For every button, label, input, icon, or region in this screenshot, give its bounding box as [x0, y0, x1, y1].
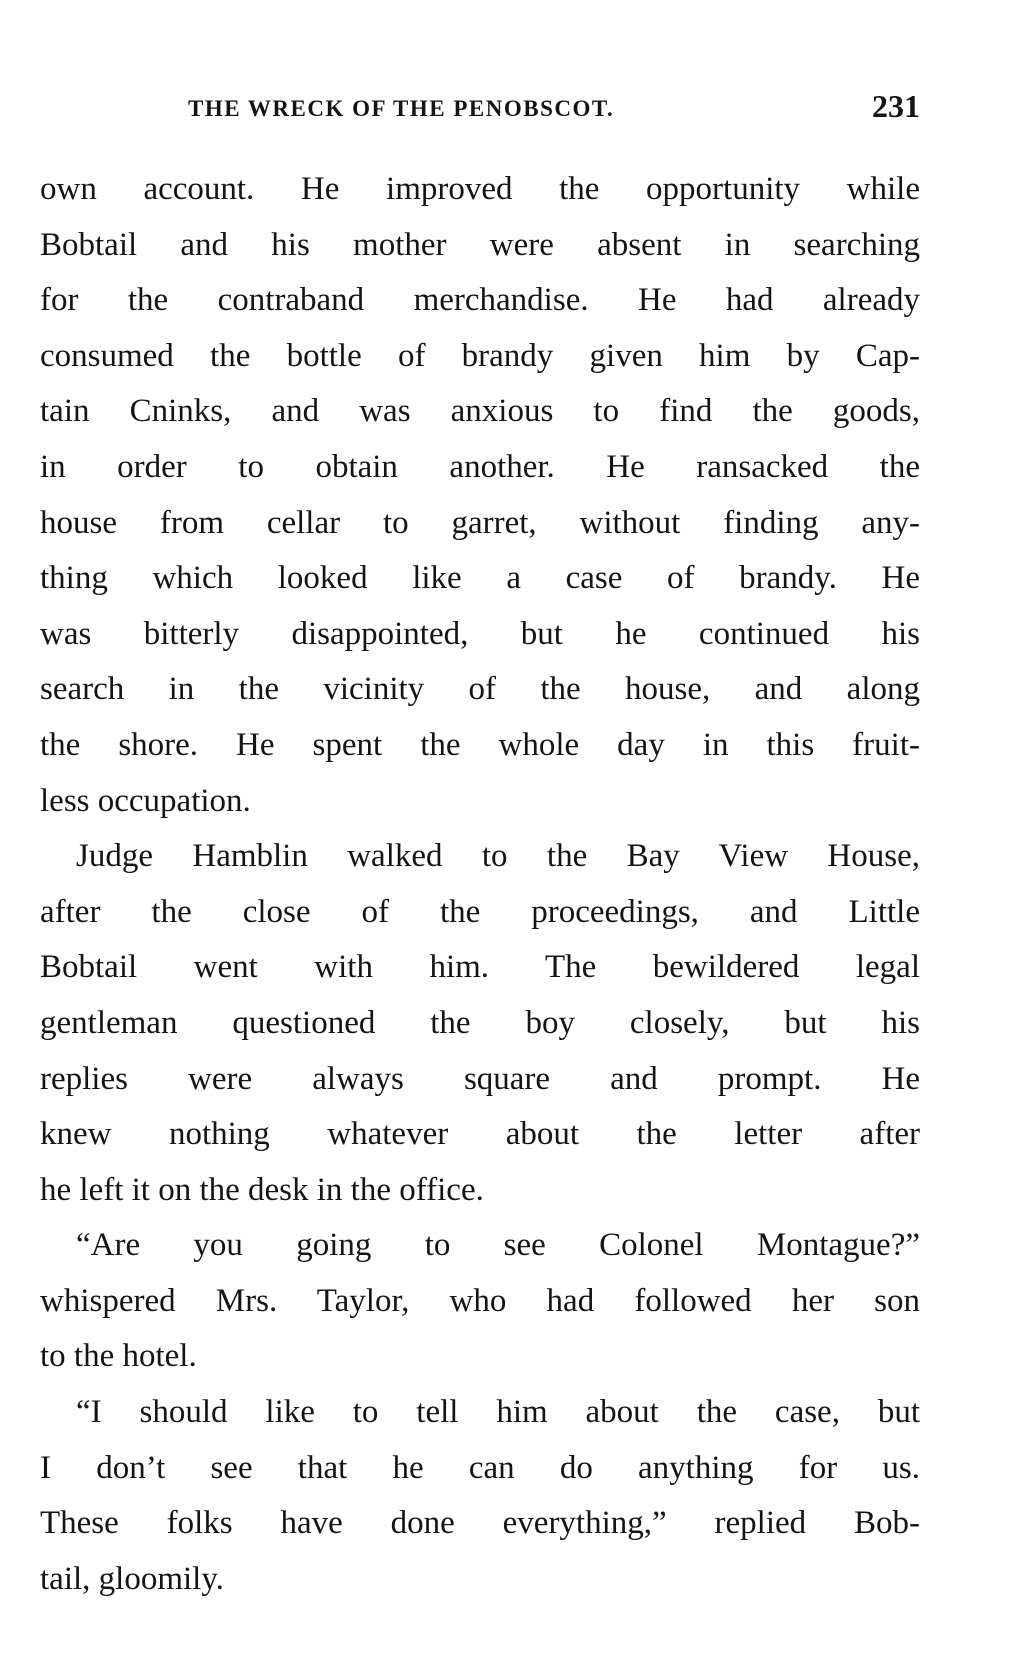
- paragraph-1: [40, 162, 920, 829]
- text-line: replies were always square and prompt. He: [40, 1060, 920, 1097]
- paragraph-2: [40, 829, 920, 1218]
- running-title: THE WRECK OF THE PENOBSCOT.: [188, 96, 615, 121]
- text-line: he left it on the desk in the office.: [40, 1171, 484, 1208]
- text-line: search in the vicinity of the house, and along: [40, 671, 920, 708]
- text-line: less occupation.: [40, 782, 251, 819]
- text-line: after the close of the proceedings, and Little: [40, 893, 920, 930]
- text-line: gentleman questioned the boy closely, but his: [40, 1004, 920, 1041]
- text-line: in order to obtain another. He ransacked the: [40, 448, 920, 485]
- page-number: 231: [872, 88, 920, 124]
- text-line: consumed the bottle of brandy given him by Cap-: [40, 337, 920, 374]
- paragraph-3: [40, 1218, 920, 1385]
- text-line: These folks have done everything,” replied Bob-: [40, 1505, 920, 1542]
- running-head: [40, 88, 920, 128]
- text-line: thing which looked like a case of brandy. He: [40, 560, 920, 597]
- text-line: Bobtail went with him. The bewildered legal: [40, 949, 920, 986]
- body-text: [40, 162, 920, 1607]
- text-line: Judge Hamblin walked to the Bay View House,: [76, 838, 920, 875]
- text-line: “I should like to tell him about the case, but: [76, 1394, 920, 1431]
- text-line: was bitterly disappointed, but he continued his: [40, 615, 920, 652]
- text-line: I don’t see that he can do anything for us.: [40, 1449, 920, 1486]
- text-line: Bobtail and his mother were absent in searching: [40, 226, 920, 263]
- text-line: house from cellar to garret, without finding any-: [40, 504, 920, 541]
- text-line: tail, gloomily.: [40, 1560, 224, 1597]
- text-line: to the hotel.: [40, 1338, 197, 1375]
- text-line: whispered Mrs. Taylor, who had followed her son: [40, 1282, 920, 1319]
- text-line: “Are you going to see Colonel Montague?”: [76, 1227, 920, 1264]
- text-line: own account. He improved the opportunity while: [40, 171, 920, 207]
- paragraph-4: [40, 1385, 920, 1607]
- text-line: for the contraband merchandise. He had already: [40, 282, 920, 319]
- text-line: the shore. He spent the whole day in this fruit-: [40, 726, 920, 763]
- text-line: knew nothing whatever about the letter after: [40, 1116, 920, 1153]
- text-line: tain Cninks, and was anxious to find the goods,: [40, 393, 920, 430]
